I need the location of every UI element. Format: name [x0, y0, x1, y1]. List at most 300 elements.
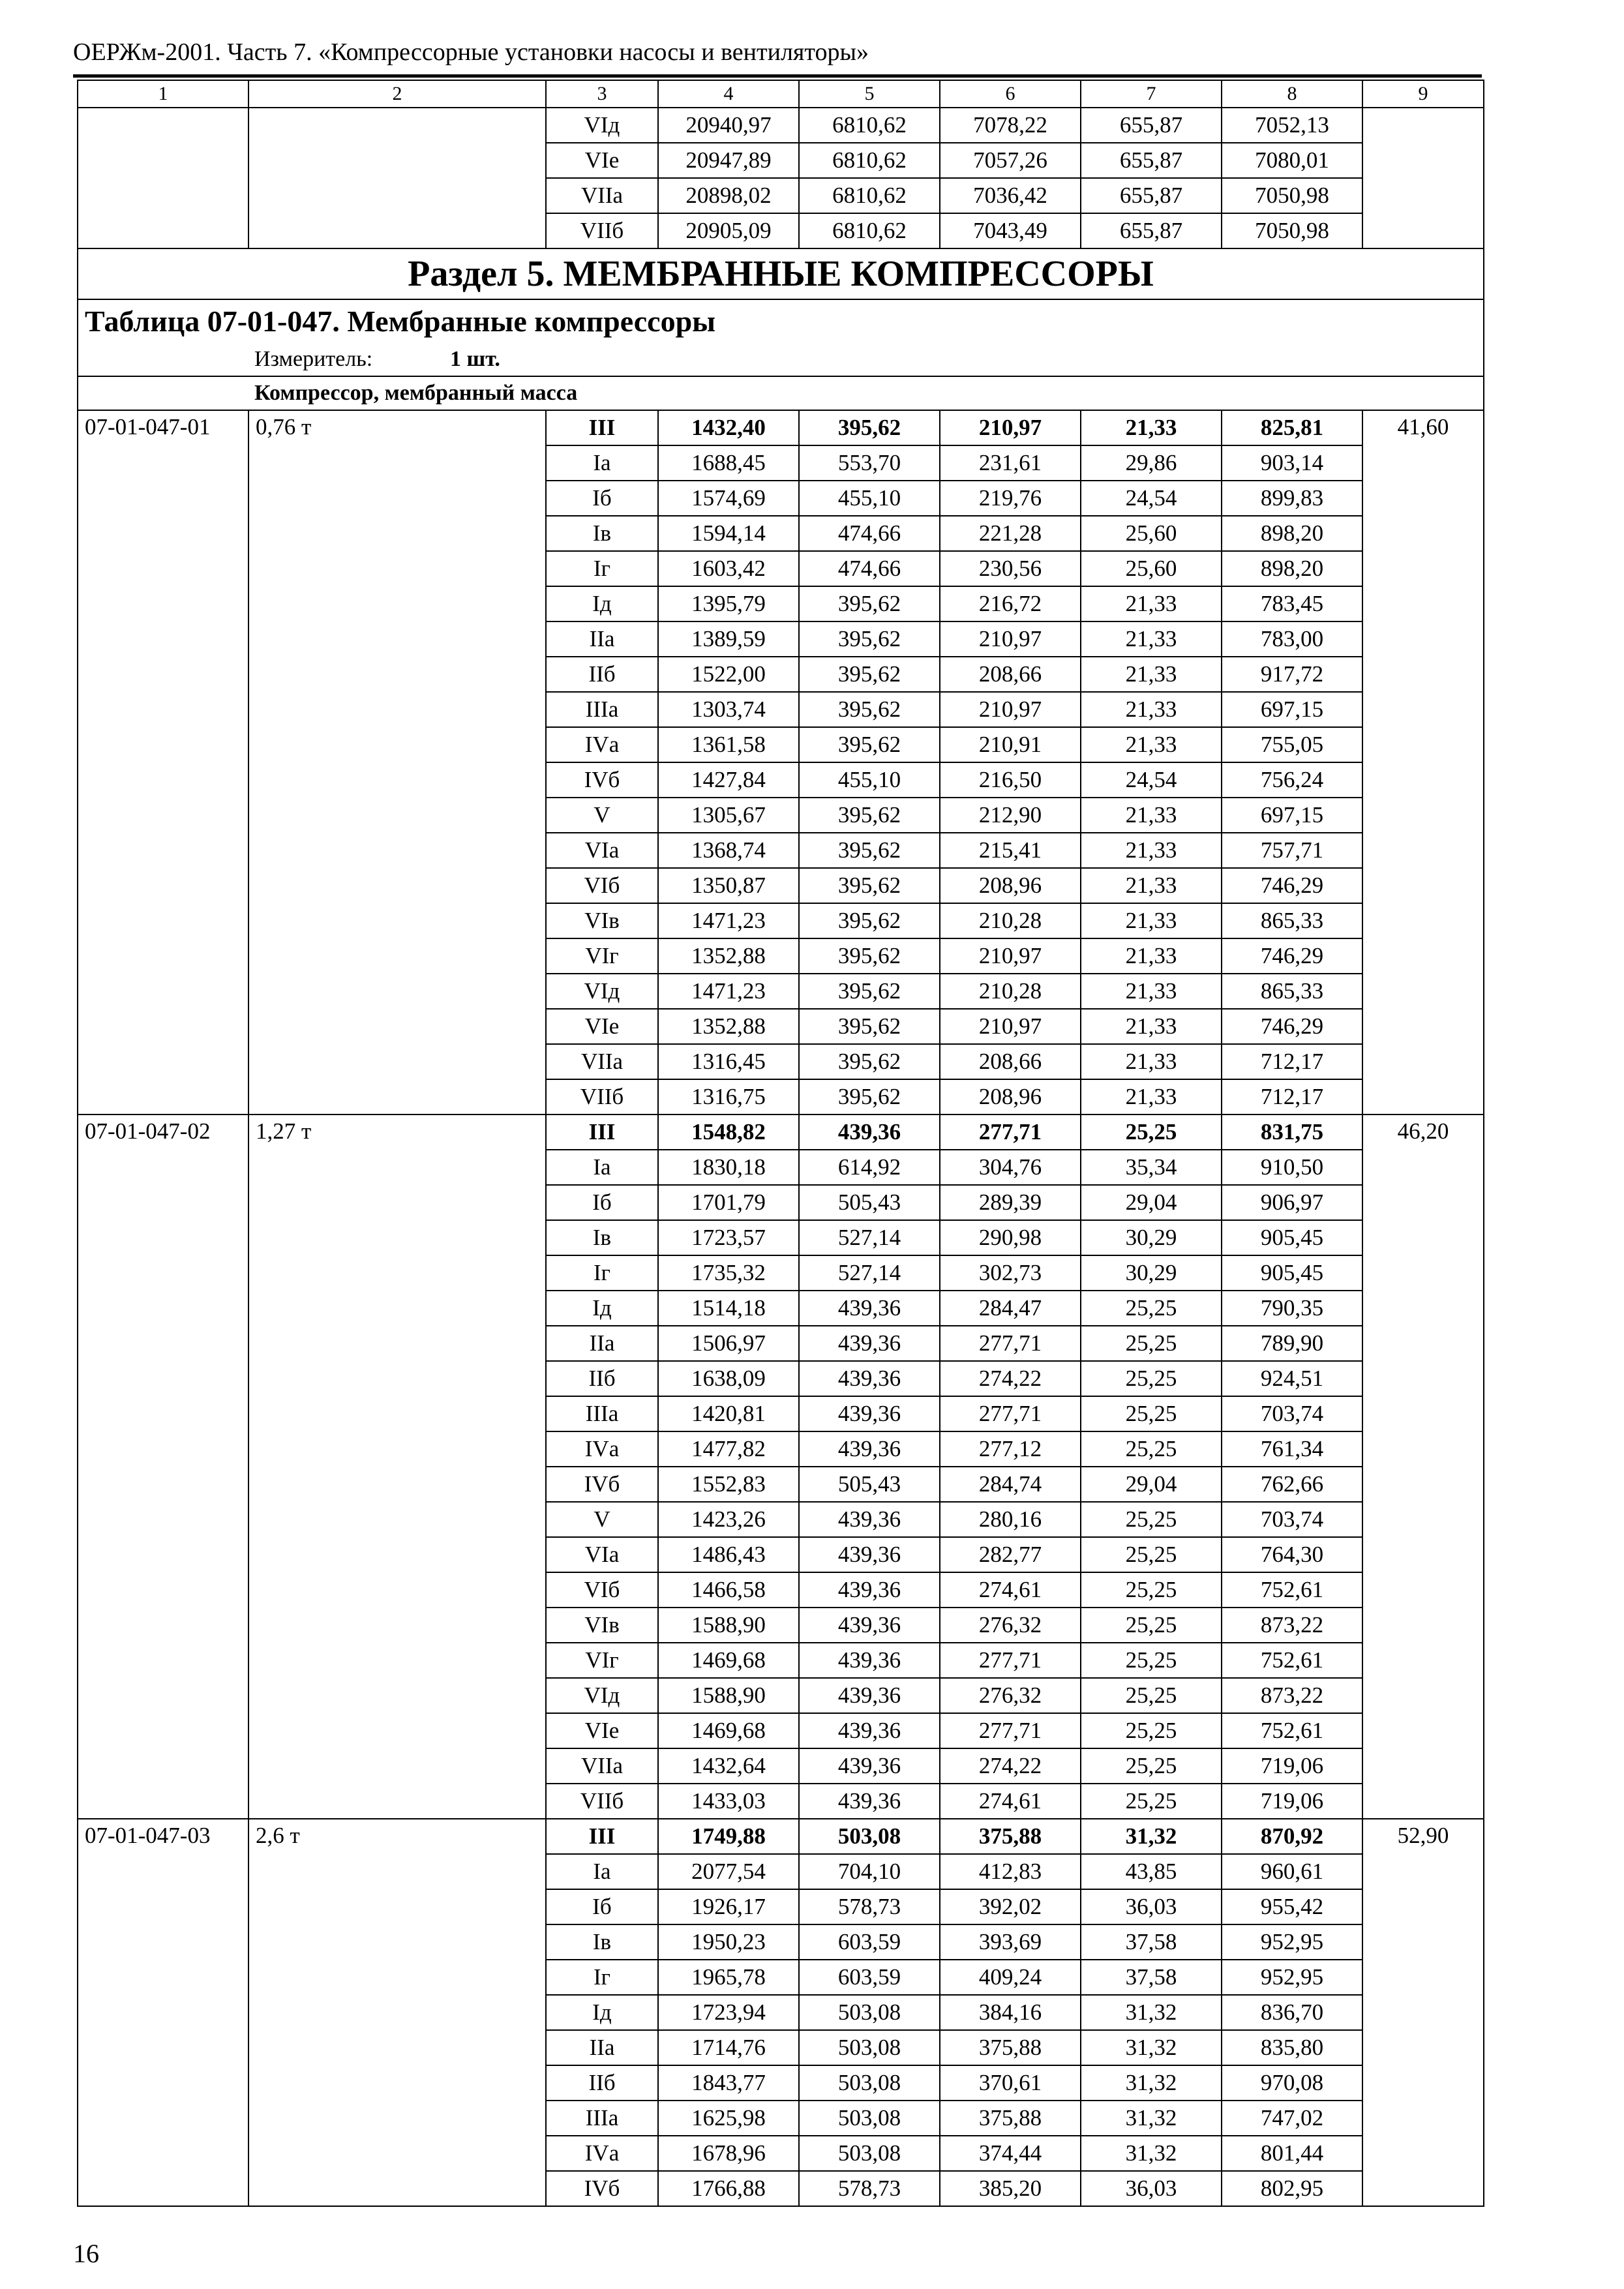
value-cell: 21,33 — [1081, 974, 1222, 1009]
value-cell: 1950,23 — [658, 1924, 799, 1960]
zone-cell: Iг — [546, 1255, 658, 1291]
value-cell: 474,66 — [799, 516, 940, 551]
zone-cell: IVа — [546, 727, 658, 762]
value-cell: 703,74 — [1222, 1396, 1362, 1431]
zone-cell: Iд — [546, 1291, 658, 1326]
value-cell: 25,25 — [1081, 1713, 1222, 1748]
value-cell: 873,22 — [1222, 1608, 1362, 1643]
zone-cell: Iб — [546, 1185, 658, 1220]
zone-cell: IIа — [546, 1326, 658, 1361]
value-cell: 216,50 — [940, 762, 1081, 798]
value-cell: 970,08 — [1222, 2065, 1362, 2101]
zone-cell: VIа — [546, 833, 658, 868]
value-cell: 910,50 — [1222, 1150, 1362, 1185]
value-cell: 221,28 — [940, 516, 1081, 551]
zone-cell: IIIа — [546, 2101, 658, 2136]
name-cell — [248, 178, 546, 213]
value-cell: 503,08 — [799, 1819, 940, 1854]
value-cell: 655,87 — [1081, 108, 1222, 143]
value-cell: 31,32 — [1081, 1995, 1222, 2030]
value-cell: 282,77 — [940, 1537, 1081, 1572]
value-cell: 764,30 — [1222, 1537, 1362, 1572]
zone-cell: VIб — [546, 1572, 658, 1608]
value-cell: 578,73 — [799, 2171, 940, 2206]
value-cell: 20905,09 — [658, 213, 799, 248]
value-cell: 1926,17 — [658, 1889, 799, 1924]
value-cell: 905,45 — [1222, 1255, 1362, 1291]
code-cell — [78, 108, 248, 143]
value-cell: 439,36 — [799, 1396, 940, 1431]
value-cell: 1548,82 — [658, 1115, 799, 1150]
column-number: 2 — [248, 80, 546, 108]
zone-cell: VIд — [546, 974, 658, 1009]
value-cell: 21,33 — [1081, 833, 1222, 868]
table-row — [78, 213, 1484, 248]
value-cell: 29,04 — [1081, 1185, 1222, 1220]
value-cell: 21,33 — [1081, 1009, 1222, 1044]
value-cell: 277,71 — [940, 1396, 1081, 1431]
value-cell: 505,43 — [799, 1467, 940, 1502]
value-cell: 439,36 — [799, 1361, 940, 1396]
zone-cell: Iд — [546, 1995, 658, 2030]
value-cell: 1420,81 — [658, 1396, 799, 1431]
value-cell: 31,32 — [1081, 1819, 1222, 1854]
value-cell: 1638,09 — [658, 1361, 799, 1396]
section-row — [78, 248, 1484, 299]
value-cell: 1723,57 — [658, 1220, 799, 1255]
value-cell: 756,24 — [1222, 762, 1362, 798]
zone-cell: IVб — [546, 2171, 658, 2206]
value-cell: 29,04 — [1081, 1467, 1222, 1502]
value-cell: 210,97 — [940, 938, 1081, 974]
value-cell: 1361,58 — [658, 727, 799, 762]
value-cell: 865,33 — [1222, 903, 1362, 938]
value-cell: 21,33 — [1081, 727, 1222, 762]
value-cell: 1477,82 — [658, 1431, 799, 1467]
value-cell: 370,61 — [940, 2065, 1081, 2101]
measure-label: Измеритель: — [254, 347, 373, 371]
name-cell — [248, 213, 546, 248]
section-title: Раздел 5. МЕМБРАННЫЕ КОМПРЕССОРЫ — [78, 248, 1484, 299]
zone-cell: VIг — [546, 1643, 658, 1678]
zone-cell: VIIб — [546, 1784, 658, 1819]
zone-cell: VIе — [546, 143, 658, 178]
zone-cell: IIа — [546, 621, 658, 657]
value-cell: 6810,62 — [799, 178, 940, 213]
value-cell: 395,62 — [799, 692, 940, 727]
value-cell: 219,76 — [940, 481, 1081, 516]
value-cell: 392,02 — [940, 1889, 1081, 1924]
value-cell: 6810,62 — [799, 213, 940, 248]
zone-cell: IVа — [546, 1431, 658, 1467]
value-cell: 746,29 — [1222, 868, 1362, 903]
value-cell: 210,97 — [940, 410, 1081, 445]
zone-cell: V — [546, 1502, 658, 1537]
zone-cell: VIв — [546, 903, 658, 938]
zone-cell: VIд — [546, 1678, 658, 1713]
value-cell: 1830,18 — [658, 1150, 799, 1185]
value-cell: 1594,14 — [658, 516, 799, 551]
value-cell: 277,71 — [940, 1115, 1081, 1150]
zone-cell: VIд — [546, 108, 658, 143]
zone-cell: Iб — [546, 481, 658, 516]
rate-name: 1,27 т — [248, 1115, 546, 1819]
value-cell: 393,69 — [940, 1924, 1081, 1960]
value-cell: 802,95 — [1222, 2171, 1362, 2206]
zone-cell: IVб — [546, 1467, 658, 1502]
value-cell: 21,33 — [1081, 1044, 1222, 1079]
value-cell: 374,44 — [940, 2136, 1081, 2171]
value-cell: 30,29 — [1081, 1255, 1222, 1291]
value-cell: 2077,54 — [658, 1854, 799, 1889]
value-cell: 21,33 — [1081, 868, 1222, 903]
value-cell: 30,29 — [1081, 1220, 1222, 1255]
zone-cell: IIб — [546, 2065, 658, 2101]
value-cell: 899,83 — [1222, 481, 1362, 516]
value-cell: 21,33 — [1081, 938, 1222, 974]
value-cell: 1701,79 — [658, 1185, 799, 1220]
value-cell: 1843,77 — [658, 2065, 799, 2101]
value-cell: 289,39 — [940, 1185, 1081, 1220]
value-cell: 439,36 — [799, 1608, 940, 1643]
value-cell: 230,56 — [940, 551, 1081, 586]
zone-cell: VIIа — [546, 1044, 658, 1079]
value-cell: 21,33 — [1081, 621, 1222, 657]
value-cell: 1423,26 — [658, 1502, 799, 1537]
column-number: 4 — [658, 80, 799, 108]
value-cell: 231,61 — [940, 445, 1081, 481]
value-cell: 29,86 — [1081, 445, 1222, 481]
value-cell: 277,71 — [940, 1643, 1081, 1678]
column-number: 9 — [1362, 80, 1484, 108]
value-cell: 439,36 — [799, 1537, 940, 1572]
value-cell: 1368,74 — [658, 833, 799, 868]
value-cell: 439,36 — [799, 1431, 940, 1467]
value-cell: 1316,75 — [658, 1079, 799, 1115]
value-cell: 1303,74 — [658, 692, 799, 727]
value-cell: 1552,83 — [658, 1467, 799, 1502]
value-cell: 952,95 — [1222, 1960, 1362, 1995]
value-cell: 503,08 — [799, 1995, 940, 2030]
value-cell: 395,62 — [799, 868, 940, 903]
value-cell: 1588,90 — [658, 1608, 799, 1643]
value-cell: 210,97 — [940, 692, 1081, 727]
value-cell: 905,45 — [1222, 1220, 1362, 1255]
value-cell: 384,16 — [940, 1995, 1081, 2030]
value-cell: 439,36 — [799, 1291, 940, 1326]
value-cell: 1427,84 — [658, 762, 799, 798]
value-cell: 439,36 — [799, 1115, 940, 1150]
value-cell: 439,36 — [799, 1678, 940, 1713]
value-cell: 1574,69 — [658, 481, 799, 516]
value-cell: 1352,88 — [658, 938, 799, 974]
measure-cell — [78, 343, 1484, 376]
value-cell: 216,72 — [940, 586, 1081, 621]
value-cell: 761,34 — [1222, 1431, 1362, 1467]
table-row — [78, 143, 1484, 178]
value-cell: 614,92 — [799, 1150, 940, 1185]
value-cell: 704,10 — [799, 1854, 940, 1889]
value-cell: 1486,43 — [658, 1537, 799, 1572]
value-cell: 302,73 — [940, 1255, 1081, 1291]
zone-cell: VIIа — [546, 178, 658, 213]
zone-cell: III — [546, 1819, 658, 1854]
value-cell: 395,62 — [799, 621, 940, 657]
measure-row — [78, 343, 1484, 376]
value-cell: 752,61 — [1222, 1572, 1362, 1608]
value-cell: 25,25 — [1081, 1326, 1222, 1361]
zone-cell: VIб — [546, 868, 658, 903]
value-cell: 505,43 — [799, 1185, 940, 1220]
value-cell: 21,33 — [1081, 657, 1222, 692]
value-cell: 1522,00 — [658, 657, 799, 692]
value-cell: 1466,58 — [658, 1572, 799, 1608]
value-cell: 210,97 — [940, 1009, 1081, 1044]
rate-col9: 41,60 — [1362, 410, 1484, 1115]
zone-cell: IIа — [546, 2030, 658, 2065]
value-cell: 747,02 — [1222, 2101, 1362, 2136]
value-cell: 25,60 — [1081, 516, 1222, 551]
code-cell — [78, 178, 248, 213]
value-cell: 955,42 — [1222, 1889, 1362, 1924]
value-cell: 395,62 — [799, 657, 940, 692]
zone-cell: Iб — [546, 1889, 658, 1924]
zone-cell: Iв — [546, 1220, 658, 1255]
value-cell: 1389,59 — [658, 621, 799, 657]
value-cell: 455,10 — [799, 481, 940, 516]
value-cell: 503,08 — [799, 2065, 940, 2101]
value-cell: 903,14 — [1222, 445, 1362, 481]
value-cell: 755,05 — [1222, 727, 1362, 762]
value-cell: 1588,90 — [658, 1678, 799, 1713]
column-number: 6 — [940, 80, 1081, 108]
value-cell: 719,06 — [1222, 1784, 1362, 1819]
value-cell: 25,25 — [1081, 1291, 1222, 1326]
value-cell: 25,25 — [1081, 1572, 1222, 1608]
resource-row — [78, 376, 1484, 410]
value-cell: 25,25 — [1081, 1784, 1222, 1819]
zone-cell: VIв — [546, 1608, 658, 1643]
value-cell: 24,54 — [1081, 762, 1222, 798]
header-rule — [73, 74, 1482, 78]
value-cell: 395,62 — [799, 1044, 940, 1079]
col9-cell — [1362, 178, 1484, 213]
value-cell: 37,58 — [1081, 1924, 1222, 1960]
value-cell: 603,59 — [799, 1924, 940, 1960]
zone-cell: IVб — [546, 762, 658, 798]
value-cell: 783,00 — [1222, 621, 1362, 657]
zone-cell: Iа — [546, 1854, 658, 1889]
value-cell: 835,80 — [1222, 2030, 1362, 2065]
value-cell: 290,98 — [940, 1220, 1081, 1255]
value-cell: 395,62 — [799, 1079, 940, 1115]
value-cell: 1471,23 — [658, 974, 799, 1009]
value-cell: 712,17 — [1222, 1079, 1362, 1115]
name-cell — [248, 143, 546, 178]
value-cell: 208,96 — [940, 1079, 1081, 1115]
column-number: 3 — [546, 80, 658, 108]
value-cell: 503,08 — [799, 2136, 940, 2171]
zone-cell: VIIб — [546, 1079, 658, 1115]
value-cell: 7043,49 — [940, 213, 1081, 248]
value-cell: 455,10 — [799, 762, 940, 798]
value-cell: 655,87 — [1081, 143, 1222, 178]
table-row — [78, 1115, 1484, 1150]
value-cell: 210,28 — [940, 974, 1081, 1009]
value-cell: 25,25 — [1081, 1643, 1222, 1678]
value-cell: 395,62 — [799, 410, 940, 445]
zone-cell: VIIб — [546, 213, 658, 248]
value-cell: 783,45 — [1222, 586, 1362, 621]
value-cell: 208,66 — [940, 1044, 1081, 1079]
value-cell: 277,71 — [940, 1326, 1081, 1361]
value-cell: 31,32 — [1081, 2030, 1222, 2065]
value-cell: 274,61 — [940, 1784, 1081, 1819]
zone-cell: IIIа — [546, 1396, 658, 1431]
value-cell: 21,33 — [1081, 586, 1222, 621]
value-cell: 553,70 — [799, 445, 940, 481]
value-cell: 25,25 — [1081, 1396, 1222, 1431]
value-cell: 24,54 — [1081, 481, 1222, 516]
zone-cell: VIа — [546, 1537, 658, 1572]
value-cell: 395,62 — [799, 798, 940, 833]
rate-name: 0,76 т — [248, 410, 546, 1115]
value-cell: 25,25 — [1081, 1748, 1222, 1784]
value-cell: 1433,03 — [658, 1784, 799, 1819]
value-cell: 655,87 — [1081, 178, 1222, 213]
value-cell: 7057,26 — [940, 143, 1081, 178]
measure-value: 1 шт. — [450, 347, 500, 371]
value-cell: 25,25 — [1081, 1678, 1222, 1713]
value-cell: 385,20 — [940, 2171, 1081, 2206]
value-cell: 276,32 — [940, 1608, 1081, 1643]
value-cell: 395,62 — [799, 974, 940, 1009]
zone-cell: Iд — [546, 586, 658, 621]
zone-cell: Iв — [546, 516, 658, 551]
zone-cell: IIIа — [546, 692, 658, 727]
value-cell: 375,88 — [940, 2030, 1081, 2065]
rates-table — [77, 80, 1484, 2207]
rate-code: 07-01-047-03 — [78, 1819, 248, 2206]
table-row — [78, 108, 1484, 143]
value-cell: 439,36 — [799, 1326, 940, 1361]
value-cell: 1678,96 — [658, 2136, 799, 2171]
value-cell: 578,73 — [799, 1889, 940, 1924]
value-cell: 752,61 — [1222, 1643, 1362, 1678]
value-cell: 1506,97 — [658, 1326, 799, 1361]
value-cell: 527,14 — [799, 1255, 940, 1291]
value-cell: 503,08 — [799, 2030, 940, 2065]
value-cell: 746,29 — [1222, 1009, 1362, 1044]
value-cell: 21,33 — [1081, 692, 1222, 727]
value-cell: 960,61 — [1222, 1854, 1362, 1889]
zone-cell: VIIа — [546, 1748, 658, 1784]
value-cell: 719,06 — [1222, 1748, 1362, 1784]
column-number: 1 — [78, 80, 248, 108]
value-cell: 917,72 — [1222, 657, 1362, 692]
code-cell — [78, 213, 248, 248]
value-cell: 1688,45 — [658, 445, 799, 481]
value-cell: 375,88 — [940, 1819, 1081, 1854]
zone-cell: VIг — [546, 938, 658, 974]
value-cell: 703,74 — [1222, 1502, 1362, 1537]
value-cell: 276,32 — [940, 1678, 1081, 1713]
value-cell: 25,60 — [1081, 551, 1222, 586]
value-cell: 7050,98 — [1222, 213, 1362, 248]
value-cell: 757,71 — [1222, 833, 1362, 868]
value-cell: 212,90 — [940, 798, 1081, 833]
value-cell: 1766,88 — [658, 2171, 799, 2206]
value-cell: 1395,79 — [658, 586, 799, 621]
value-cell: 395,62 — [799, 833, 940, 868]
value-cell: 409,24 — [940, 1960, 1081, 1995]
value-cell: 6810,62 — [799, 108, 940, 143]
col9-cell — [1362, 108, 1484, 143]
value-cell: 274,22 — [940, 1361, 1081, 1396]
value-cell: 395,62 — [799, 903, 940, 938]
value-cell: 1432,64 — [658, 1748, 799, 1784]
value-cell: 1305,67 — [658, 798, 799, 833]
zone-cell: Iв — [546, 1924, 658, 1960]
value-cell: 1714,76 — [658, 2030, 799, 2065]
value-cell: 274,22 — [940, 1748, 1081, 1784]
table-row — [78, 1819, 1484, 1854]
value-cell: 439,36 — [799, 1784, 940, 1819]
value-cell: 25,25 — [1081, 1115, 1222, 1150]
value-cell: 36,03 — [1081, 1889, 1222, 1924]
value-cell: 898,20 — [1222, 551, 1362, 586]
column-number: 8 — [1222, 80, 1362, 108]
value-cell: 1965,78 — [658, 1960, 799, 1995]
value-cell: 36,03 — [1081, 2171, 1222, 2206]
value-cell: 697,15 — [1222, 798, 1362, 833]
value-cell: 7050,98 — [1222, 178, 1362, 213]
value-cell: 31,32 — [1081, 2136, 1222, 2171]
value-cell: 873,22 — [1222, 1678, 1362, 1713]
value-cell: 395,62 — [799, 938, 940, 974]
value-cell: 274,61 — [940, 1572, 1081, 1608]
value-cell: 21,33 — [1081, 798, 1222, 833]
table-row — [78, 178, 1484, 213]
zone-cell: IVа — [546, 2136, 658, 2171]
value-cell: 395,62 — [799, 1009, 940, 1044]
value-cell: 474,66 — [799, 551, 940, 586]
value-cell: 25,25 — [1081, 1431, 1222, 1467]
value-cell: 527,14 — [799, 1220, 940, 1255]
value-cell: 31,32 — [1081, 2065, 1222, 2101]
value-cell: 1514,18 — [658, 1291, 799, 1326]
value-cell: 503,08 — [799, 2101, 940, 2136]
value-cell: 439,36 — [799, 1748, 940, 1784]
value-cell: 924,51 — [1222, 1361, 1362, 1396]
value-cell: 21,33 — [1081, 1079, 1222, 1115]
value-cell: 277,12 — [940, 1431, 1081, 1467]
zone-cell: III — [546, 1115, 658, 1150]
zone-cell: Iг — [546, 1960, 658, 1995]
value-cell: 25,25 — [1081, 1608, 1222, 1643]
value-cell: 1352,88 — [658, 1009, 799, 1044]
value-cell: 210,28 — [940, 903, 1081, 938]
value-cell: 801,44 — [1222, 2136, 1362, 2171]
value-cell: 790,35 — [1222, 1291, 1362, 1326]
value-cell: 825,81 — [1222, 410, 1362, 445]
col9-cell — [1362, 213, 1484, 248]
value-cell: 412,83 — [940, 1854, 1081, 1889]
value-cell: 284,74 — [940, 1467, 1081, 1502]
table-body — [78, 80, 1484, 2206]
value-cell: 215,41 — [940, 833, 1081, 868]
code-cell — [78, 143, 248, 178]
